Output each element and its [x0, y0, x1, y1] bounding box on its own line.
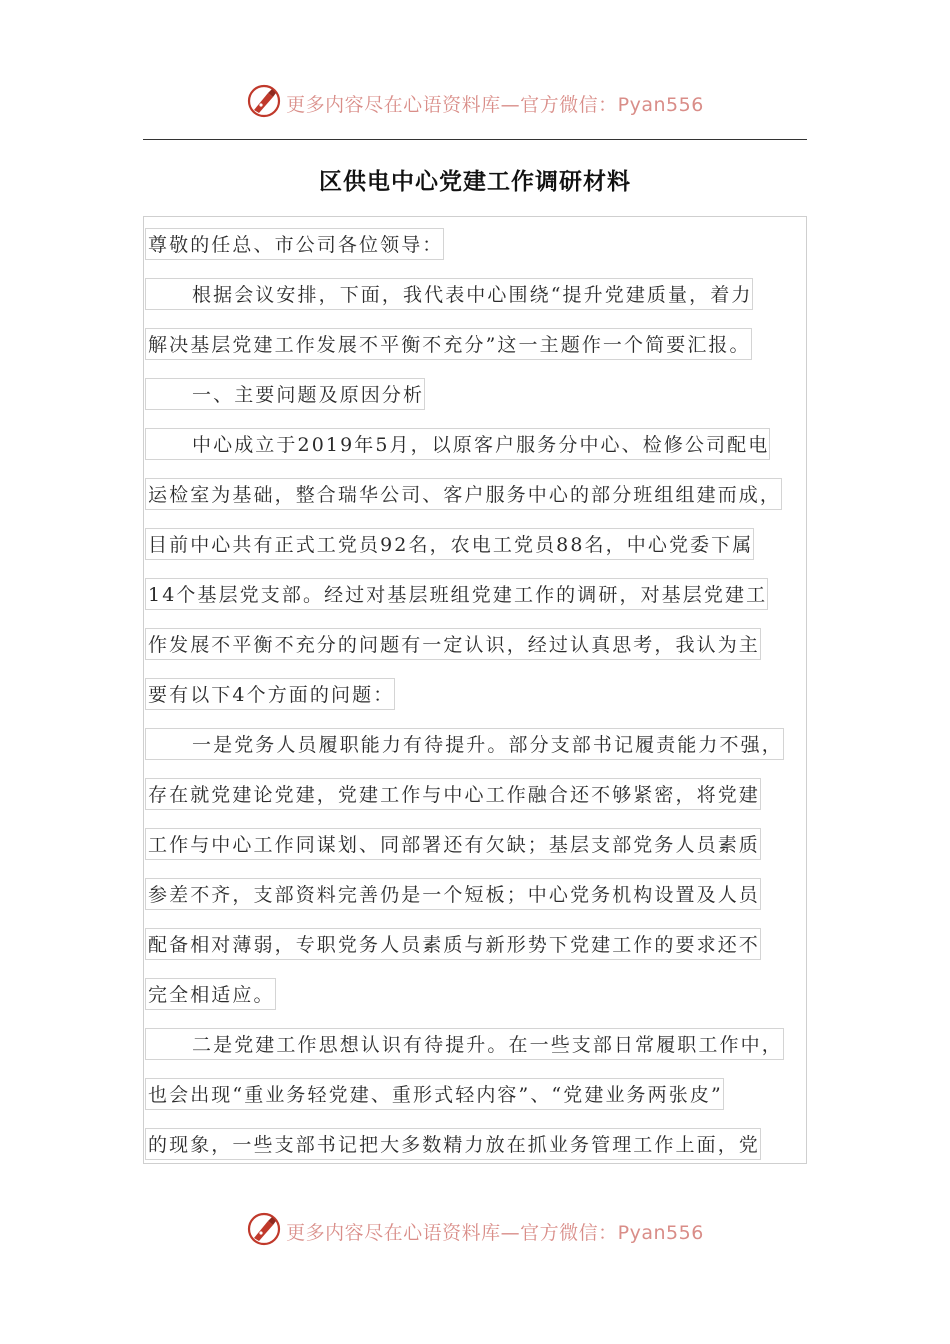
text-line: 完全相适应。	[145, 978, 276, 1010]
text-line: 解决基层党建工作发展不平衡不充分”这一主题作一个简要汇报。	[145, 328, 752, 360]
header-divider	[143, 139, 807, 140]
text-line: 要有以下4个方面的问题：	[145, 678, 395, 710]
text-line: 目前中心共有正式工党员92名，农电工党员88名，中心党委下属	[145, 528, 754, 560]
pen-nib-logo-icon	[246, 1211, 286, 1251]
text-line: 的现象，一些支部书记把大多数精力放在抓业务管理工作上面，党	[145, 1128, 761, 1160]
text-line: 存在就党建论党建，党建工作与中心工作融合还不够紧密，将党建	[145, 778, 761, 810]
text-line: 运检室为基础，整合瑞华公司、客户服务中心的部分班组组建而成，	[145, 478, 782, 510]
text-line: 配备相对薄弱，专职党务人员素质与新形势下党建工作的要求还不	[145, 928, 761, 960]
text-line: 尊敬的任总、市公司各位领导：	[145, 228, 444, 260]
banner-text: 更多内容尽在心语资料库—官方微信：Pyan556	[286, 93, 704, 116]
text-line: 作发展不平衡不充分的问题有一定认识，经过认真思考，我认为主	[145, 628, 761, 660]
page-title: 区供电中心党建工作调研材料	[319, 168, 631, 195]
banner-text: 更多内容尽在心语资料库—官方微信：Pyan556	[286, 1221, 704, 1244]
text-line: 14个基层党支部。经过对基层班组党建工作的调研，对基层党建工	[145, 578, 768, 610]
footer-banner	[0, 1211, 950, 1251]
header-banner	[0, 83, 950, 123]
text-line: 工作与中心工作同谋划、同部署还有欠缺；基层支部党务人员素质	[145, 828, 761, 860]
section-heading: 一、主要问题及原因分析	[145, 378, 425, 410]
text-line: 二是党建工作思想认识有待提升。在一些支部日常履职工作中，	[145, 1028, 784, 1060]
text-line: 也会出现“重业务轻党建、重形式轻内容”、“党建业务两张皮”	[145, 1078, 724, 1110]
text-line: 一是党务人员履职能力有待提升。部分支部书记履责能力不强，	[145, 728, 784, 760]
text-line: 参差不齐，支部资料完善仍是一个短板；中心党务机构设置及人员	[145, 878, 761, 910]
text-line: 中心成立于2019年5月，以原客户服务分中心、检修公司配电	[145, 428, 770, 460]
text-line: 根据会议安排，下面，我代表中心围绕“提升党建质量，着力	[145, 278, 753, 310]
pen-nib-logo-icon	[246, 83, 286, 123]
